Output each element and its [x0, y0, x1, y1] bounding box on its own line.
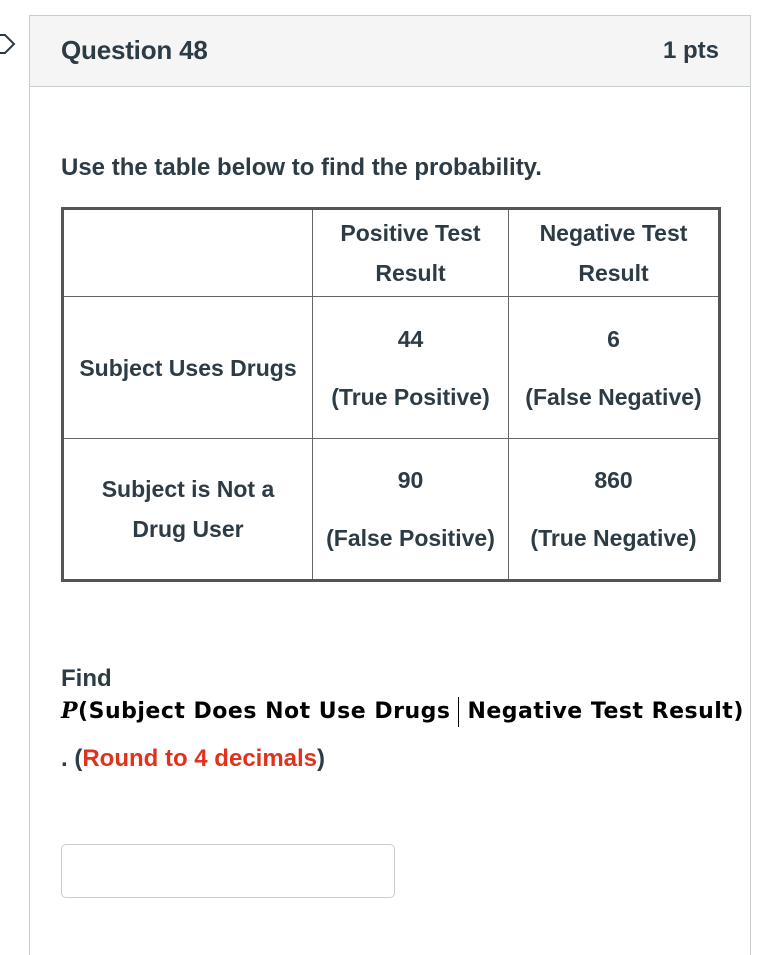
formula-given: Negative Test Result — [467, 699, 734, 724]
question-title: Question 48 — [61, 35, 208, 65]
probability-table — [61, 207, 721, 582]
cell-value: 6 — [607, 325, 620, 352]
cell-false-positive — [313, 439, 509, 581]
row-label-uses-drugs: Subject Uses Drugs — [63, 297, 313, 439]
question-card — [29, 15, 751, 955]
formula-event: Subject Does Not Use Drugs — [88, 699, 451, 724]
round-text: Round to 4 decimals — [82, 745, 318, 772]
find-section — [61, 665, 744, 773]
cell-note: (False Negative) — [525, 383, 702, 410]
cell-false-negative — [509, 297, 720, 439]
table-corner-cell — [63, 209, 313, 297]
cell-note: (True Negative) — [530, 525, 697, 551]
given-bar — [458, 697, 459, 727]
question-header — [30, 16, 750, 87]
cell-value: 44 — [397, 325, 424, 352]
row-label-not-drug-user: Subject is Not a Drug User — [63, 439, 313, 581]
chevron-right-icon[interactable] — [0, 33, 16, 55]
cell-value: 860 — [594, 467, 633, 493]
cell-true-positive — [313, 297, 509, 439]
find-label: Find — [61, 665, 112, 692]
cell-value: 90 — [397, 467, 424, 493]
table-row — [63, 297, 720, 439]
header-negative-test: Negative Test Result — [509, 209, 720, 297]
question-prompt: Use the table below to find the probability. — [61, 154, 542, 181]
rounding-instruction: . (Round to 4 decimals) — [61, 745, 326, 772]
answer-input[interactable] — [61, 844, 395, 898]
cell-note: (False Positive) — [326, 525, 495, 551]
cell-note: (True Positive) — [331, 383, 490, 410]
table-row — [63, 439, 720, 581]
probability-formula: P(Subject Does Not Use Drugs Negative Test Result) — [61, 697, 744, 727]
table-header-row — [63, 209, 720, 297]
cell-true-negative — [509, 439, 720, 581]
question-points: 1 pts — [662, 37, 719, 64]
header-positive-test: Positive Test Result — [313, 209, 509, 297]
